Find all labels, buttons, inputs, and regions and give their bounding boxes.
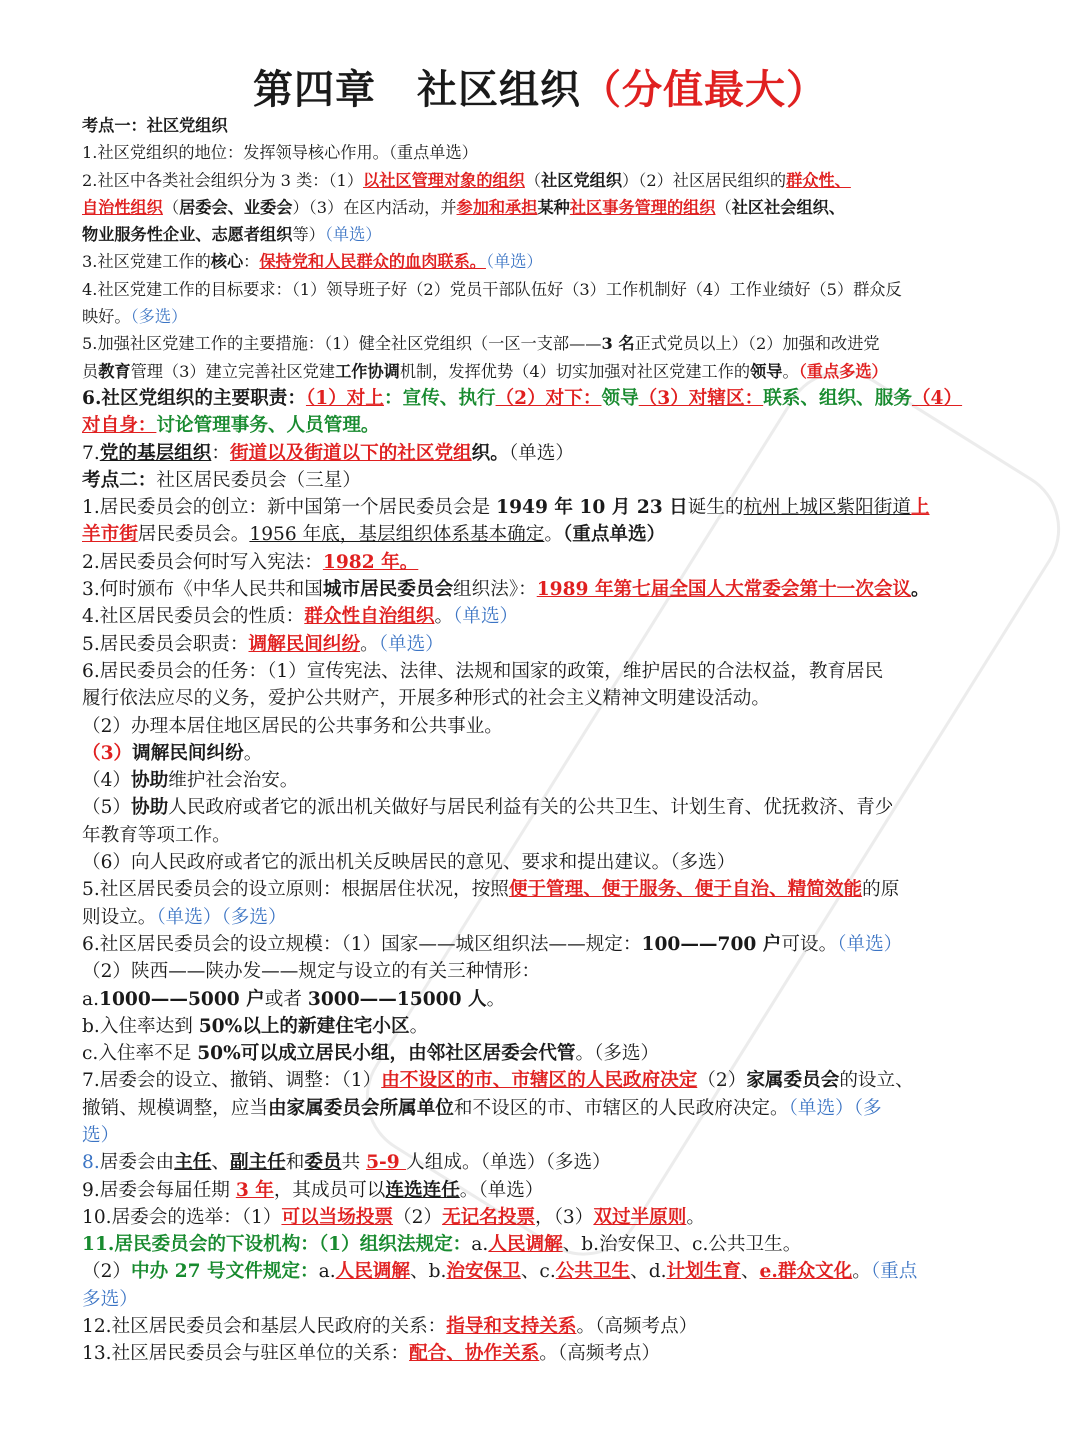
text-line	[82, 1177, 1002, 1204]
text-line	[82, 167, 1002, 194]
text-line	[82, 1204, 1002, 1231]
text-run: 组织法》：	[453, 579, 537, 601]
text-run: 5.加强社区党建工作的主要措施：（1）健全社区党组织（一区一支部——	[82, 334, 602, 354]
text-run: 。	[911, 579, 930, 601]
text-run: 无记名投票	[442, 1206, 536, 1228]
text-line	[82, 904, 1002, 931]
text-run: 便于管理、便于服务、便于自治、精简效能	[508, 879, 863, 901]
text-run: （5）	[82, 797, 132, 819]
text-run: 以社区管理对象的组织	[363, 170, 525, 190]
text-run: 1.社区党组织的地位：发挥领导核心作用。（重点单选）	[82, 143, 478, 163]
text-run: 治安保卫	[446, 1261, 521, 1283]
text-run: 自治性组织	[82, 197, 163, 217]
text-run: 。（多选）	[575, 1043, 660, 1065]
text-line	[82, 467, 1002, 494]
text-run: 撤销、规模调整，应当	[82, 1097, 268, 1119]
text-run: （1）对上	[305, 387, 384, 409]
text-run: （重点单选）	[562, 524, 666, 546]
text-run: （2）陕西——陕办发——规定与设立的有关三种情形：	[82, 961, 541, 983]
text-run: ：	[243, 252, 260, 272]
text-run: （重点	[870, 1261, 918, 1283]
text-run: 对自身：	[82, 415, 157, 437]
text-run: 居委会、业委会	[179, 197, 293, 217]
text-run: 、	[740, 1261, 760, 1283]
text-line	[82, 658, 1002, 685]
text-run: （2）	[393, 1206, 443, 1228]
text-run: 1.居民委员会的创立：新中国第一个居民委员会是	[82, 497, 497, 519]
text-run: 5.社区居民委员会的设立原则：根据居住状况，按照	[82, 879, 509, 901]
text-run: 。	[782, 361, 799, 381]
text-run: 公共卫生	[555, 1261, 631, 1283]
text-run: 双过半原则	[593, 1206, 687, 1228]
text-run: （2）	[82, 1261, 132, 1283]
text-line	[82, 221, 1002, 248]
text-line	[82, 194, 1002, 221]
text-run: 正式党员以上）（2）加强和改进党	[634, 334, 880, 354]
text-line	[82, 986, 1002, 1013]
text-line	[82, 1286, 1002, 1313]
text-run: 1949 年 10 月 23 日	[496, 497, 688, 519]
text-run: 羊市街	[82, 524, 138, 546]
text-run: 、d.	[630, 1261, 667, 1283]
text-run: 履行依法应尽的义务，爱护公共财产，开展多种形式的社会主义精神文明建设活动。	[82, 688, 770, 710]
text-run: 人民政府或者它的派出机关做好与居民利益有关的公共卫生、计划生育、优抚救济、青少	[168, 797, 894, 819]
text-line	[82, 276, 1002, 303]
text-line	[82, 1040, 1002, 1067]
text-run: a.	[471, 1234, 489, 1256]
text-line	[82, 1231, 1002, 1258]
text-run: 。（高频考点）	[576, 1316, 698, 1338]
text-run: 调解民间纠纷	[132, 742, 244, 764]
text-run: 4.社区党建工作的目标要求：（1）领导班子好（2）党员干部队伍好（3）工作机制好（4）工作业绩好（5）群众反	[82, 279, 902, 299]
text-run: （单选）	[508, 442, 574, 464]
text-line	[82, 740, 1002, 767]
text-run: 1956 年底，基层组织体系基本确定	[249, 524, 545, 546]
text-run: （	[524, 170, 542, 190]
text-run: e.群众文化	[759, 1261, 853, 1283]
text-run: 12.社区居民委员会和基层人民政府的关系：	[82, 1316, 447, 1338]
text-run: （单选）	[453, 606, 519, 628]
text-run: （单选）	[837, 933, 903, 955]
text-run: 的原	[862, 879, 900, 901]
text-run: 配合、协作关系	[409, 1343, 540, 1365]
text-line	[82, 603, 1002, 630]
text-run: 工作协调	[335, 361, 400, 381]
text-run: 或者	[264, 988, 308, 1010]
text-run: 6.社区居民委员会的设立规模：（1）国家——城区组织法——规定：	[82, 933, 642, 955]
text-run: ，（3）	[535, 1206, 594, 1228]
text-run: 物业服务性企业、志愿者组织	[82, 225, 293, 245]
text-run: （6）向人民政府或者它的派出机关反映居民的意见、要求和提出建议。（多选）	[82, 852, 736, 874]
text-line	[82, 1313, 1002, 1340]
text-run: 社区事务管理的组织	[569, 197, 716, 217]
text-run: 机制，发挥优势（4）切实加强对社区党建工作的	[399, 361, 751, 381]
text-line	[82, 139, 1002, 166]
text-run: 9.居委会每届任期	[82, 1179, 236, 1201]
text-run: 计划生育	[666, 1261, 741, 1283]
text-run: ，其成员可以	[273, 1179, 386, 1201]
text-run: 。（高频考点）	[539, 1343, 661, 1365]
text-run: 指导和支持关系	[446, 1316, 577, 1338]
text-run: （4）	[82, 770, 132, 792]
text-line	[82, 713, 1002, 740]
text-run: 。	[409, 1015, 429, 1037]
text-run: （3）	[82, 742, 133, 764]
text-run: 3000——15000 人	[307, 988, 487, 1010]
text-run: 11.居民委员会的下设机构：（1）组织法规定：	[82, 1234, 472, 1256]
text-run: 保持党和人民群众的血肉联系。	[259, 252, 486, 272]
text-run: b.入住率达到	[82, 1015, 199, 1037]
text-run: 社区党组织	[541, 170, 623, 190]
text-run: 3 名	[601, 334, 635, 354]
text-line	[82, 822, 1002, 849]
text-line	[82, 1067, 1002, 1094]
text-run: 3.何时颁布《中华人民共和国	[82, 579, 323, 601]
text-run: 100——700 户	[641, 933, 782, 955]
text-line	[82, 412, 1002, 439]
text-run: 7.	[82, 442, 100, 464]
text-run: 4.社区居民委员会的性质：	[82, 606, 305, 628]
text-run: 。	[434, 606, 454, 628]
text-line	[82, 1013, 1002, 1040]
text-run: 人民调解	[335, 1261, 410, 1283]
text-line	[82, 549, 1002, 576]
text-run: （	[162, 197, 180, 217]
text-run: 。	[360, 633, 379, 655]
text-run: 群众性自治组织	[304, 606, 435, 628]
text-run: 诞生的	[687, 497, 744, 519]
text-run: 街道以及街道以下的社区党组	[229, 442, 472, 464]
text-line	[82, 248, 1002, 275]
text-line	[82, 1340, 1002, 1367]
text-run: （单选）（多	[788, 1097, 882, 1119]
text-run: 、	[211, 1152, 230, 1174]
text-run: （单选）	[324, 225, 382, 245]
text-run: （2）对下：	[495, 387, 602, 409]
text-run: 。	[486, 988, 506, 1010]
text-run: 50%可以成立居民小组，由邻社区居委会代管	[197, 1043, 576, 1065]
text-run: 员	[82, 361, 99, 381]
text-run: 可以当场投票	[281, 1206, 394, 1228]
text-line	[82, 876, 1002, 903]
text-run: 3 年	[235, 1179, 274, 1201]
text-run: 群众性、	[786, 170, 851, 190]
text-run: 6.社区党组织的主要职责：	[82, 387, 306, 409]
text-run: 核心	[210, 252, 244, 272]
text-line	[82, 494, 1002, 521]
text-run: 居委会由	[99, 1152, 175, 1174]
text-run: 委员	[304, 1152, 342, 1174]
text-line	[82, 440, 1002, 467]
text-line	[82, 1149, 1002, 1176]
text-run: 7.居委会的设立、撤销、调整：（1）	[82, 1070, 382, 1092]
text-run: 协助	[131, 797, 169, 819]
text-run: （多选）	[130, 307, 188, 327]
text-run: 1982 年。	[322, 551, 419, 573]
text-line	[82, 303, 1002, 330]
text-run: 中办 27 号文件规定：	[131, 1261, 319, 1283]
text-run: 某种	[537, 197, 570, 217]
text-run: 年教育等项工作。	[82, 824, 231, 846]
text-run: （3）对辖区：	[638, 387, 764, 409]
text-run: （	[715, 197, 732, 217]
text-run: 调解民间纠纷	[248, 633, 361, 655]
text-run: ：宣传、执行	[383, 387, 496, 409]
text-run: 1000——5000 户	[99, 988, 265, 1010]
text-run: 可设。	[781, 933, 838, 955]
text-run: 社区居民委员会（三星）	[156, 469, 361, 491]
text-run: ）（3）在区内活动，并	[292, 197, 457, 217]
text-run: 。	[852, 1261, 871, 1283]
text-run: （2）办理本居住地区居民的公共事务和公共事业。	[82, 715, 503, 737]
text-run: 人组成。（单选）（多选）	[406, 1152, 611, 1174]
text-run: 主任	[174, 1152, 212, 1174]
text-run: 、b.治安保卫、c.公共卫生。	[562, 1234, 802, 1256]
text-run: 协助	[131, 770, 169, 792]
text-run: 多选）	[82, 1288, 138, 1310]
text-run: 社区社会组织、	[731, 197, 846, 217]
text-run: 讨论管理事务、人员管理。	[156, 415, 380, 437]
text-run: 杭州上城区紫阳街道	[743, 497, 911, 519]
text-run: （单选）（多选）	[156, 906, 287, 928]
text-run: 选）	[82, 1124, 120, 1146]
text-line	[82, 631, 1002, 658]
text-run: 50%以上的新建住宅小区	[198, 1015, 410, 1037]
text-run: 8.	[82, 1152, 100, 1174]
text-run: 、b.	[410, 1261, 447, 1283]
text-run: 。	[243, 742, 263, 764]
text-run: （4）	[911, 387, 963, 409]
text-line	[82, 385, 1002, 412]
text-run: 5-9	[366, 1152, 407, 1174]
text-run: 家属委员会	[746, 1070, 840, 1092]
text-run: 维护社会治安。	[168, 770, 299, 792]
text-line	[82, 358, 1002, 385]
text-run: 由不设区的市、市辖区的人民政府决定	[381, 1070, 698, 1092]
text-run: 考点一：社区党组织	[82, 116, 228, 135]
text-run: 3.社区党建工作的	[82, 252, 211, 272]
text-run: 领导	[601, 387, 639, 409]
text-line	[82, 576, 1002, 603]
text-run: 联系、组织、服务	[763, 387, 912, 409]
text-run: 参加和承担	[456, 197, 538, 217]
text-run: （单选）	[485, 252, 543, 272]
text-run: a.	[318, 1261, 336, 1283]
text-run: 城市居民委员会	[322, 579, 454, 601]
text-run: 1989 年第七届全国人大常委会第十一次会议	[536, 579, 912, 601]
text-run: 考点二：	[82, 469, 157, 491]
title-accent: （分值最大）	[581, 66, 827, 113]
text-run: ：	[211, 442, 230, 464]
text-run: 和不设区的市、市辖区的人民政府决定。	[453, 1097, 789, 1119]
text-run: 和	[285, 1152, 305, 1174]
text-run: 副主任	[229, 1152, 286, 1174]
text-run: 管理（3）建立完善社区党建	[130, 361, 336, 381]
text-run: 2.居民委员会何时写入宪法：	[82, 551, 323, 573]
text-line	[82, 767, 1002, 794]
text-run: 6.居民委员会的任务：（1）宣传宪法、法律、法规和国家的政策，维护居民的合法权益，教育居民	[82, 660, 884, 682]
text-run: 13.社区居民委员会与驻区单位的关系：	[82, 1343, 410, 1365]
text-run: 领导	[750, 361, 783, 381]
text-line	[82, 958, 1002, 985]
text-line	[82, 521, 1002, 548]
text-run: 教育	[98, 361, 131, 381]
text-run: （重点多选）	[798, 361, 888, 381]
text-line	[82, 685, 1002, 712]
text-line	[82, 330, 1002, 357]
text-run: ）（2）社区居民组织的	[622, 170, 787, 190]
text-run: 居民委员会。	[137, 524, 250, 546]
text-line	[82, 849, 1002, 876]
text-line	[82, 1122, 1002, 1149]
text-line	[82, 112, 1002, 139]
text-run: 10.居委会的选举：（1）	[82, 1206, 282, 1228]
text-run: 织。	[471, 442, 509, 464]
text-run: 。	[686, 1206, 705, 1228]
text-run: 5.居民委员会职责：	[82, 633, 249, 655]
text-run: 人民调解	[488, 1234, 563, 1256]
text-line	[82, 1095, 1002, 1122]
text-run: 由家属委员会所属单位	[267, 1097, 454, 1119]
text-run: 党的基层组织	[99, 442, 212, 464]
text-run: 则设立。	[82, 906, 157, 928]
text-line	[82, 931, 1002, 958]
text-run: a.	[82, 988, 99, 1010]
text-run: 的设立、	[839, 1070, 914, 1092]
text-run: c.入住率不足	[82, 1043, 198, 1065]
text-run: 共	[341, 1152, 367, 1174]
text-run: 连选连任	[385, 1179, 460, 1201]
text-run: （单选）	[378, 633, 444, 655]
text-run: 等）	[292, 225, 325, 245]
text-line	[82, 1258, 1002, 1285]
text-run: 2.社区中各类社会组织分为 3 类：（1）	[82, 170, 364, 190]
content-lines	[82, 112, 1002, 1368]
text-run: 上	[910, 497, 930, 519]
text-run: 映好。	[82, 307, 131, 327]
text-run: （2）	[697, 1070, 747, 1092]
text-line	[82, 794, 1002, 821]
text-run: 。	[544, 524, 563, 546]
text-run: 、c.	[520, 1261, 556, 1283]
text-run: 。（单选）	[459, 1179, 544, 1201]
title-main: 第四章 社区组织	[253, 66, 581, 113]
page-title	[0, 58, 1080, 115]
